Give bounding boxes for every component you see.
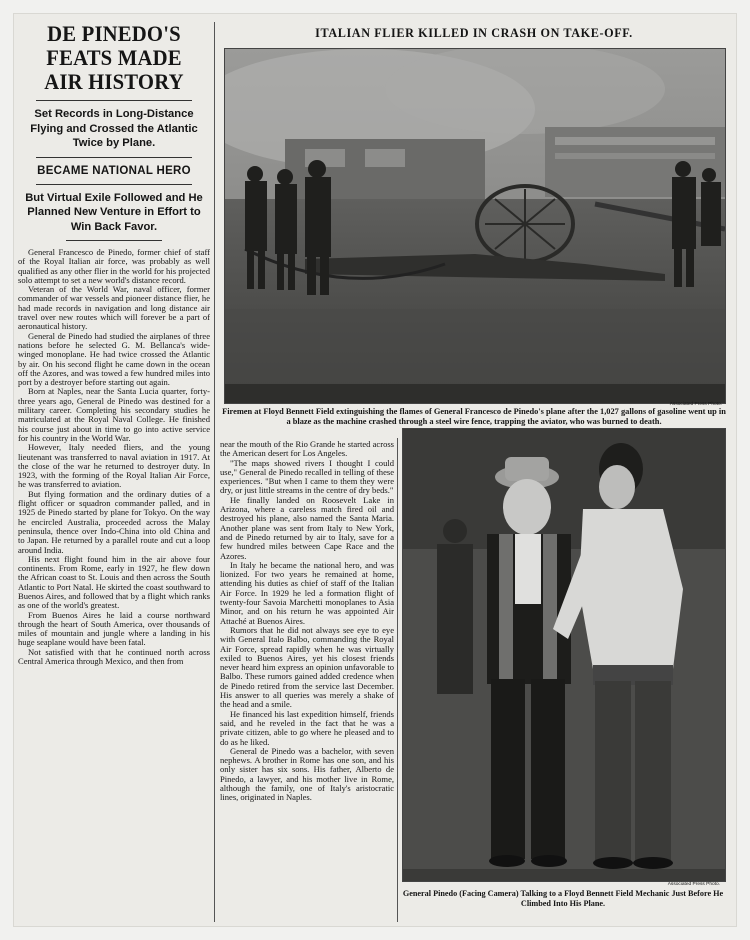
article-headline: DE PINEDO'S FEATS MADE AIR HISTORY: [44, 21, 184, 94]
crash-scene-photo: [224, 48, 726, 404]
paragraph: Born at Naples, near the Santa Lucia quarter, forty-three years ago, General de Pinedo was destined for a military career. Completing his secondary studies he matriculated at the Royal Naval College. He finished his course just about in time to go into active service for his country in the World War.: [18, 386, 210, 443]
article-deck-2: BECAME NATIONAL HERO: [37, 164, 191, 177]
photo-headline: ITALIAN FLIER KILLED IN CRASH ON TAKE-OFF.: [315, 26, 633, 40]
paragraph: From Buenos Aires he laid a course northward through the heart of South America, over thousands of miles of mountain and jungle where a landing in his huge seaplane would have been fatal.: [18, 609, 210, 648]
photo-credit: Associated Press Photo.: [669, 402, 722, 407]
article-deck-3: But Virtual Exile Followed and He Planned New Venture in Effort to Win Back Favor.: [25, 191, 203, 233]
paragraph: General de Pinedo had studied the airplanes of three nations before he selected G. M. Bellanca's wide-winged monoplane. He had twice crossed the Atlantic by air. On his second flight he came down in the ocean off the Azores, and was towed a few hundred miles into port by a destroyer before starting out again.: [18, 330, 210, 388]
crash-scene-illustration: [225, 49, 725, 403]
photo-caption: General Pinedo (Facing Camera) Talking to a Floyd Bennett Field Mechanic Just Before He Climbed Into His Plane.: [402, 889, 724, 908]
paragraph: But flying formation and the ordinary duties of a flight officer or squadron commander palled, and in 1925 de Pinedo started by plane for Tokyo. On the way he encircled Australia, proceeded across the Malay peninsula, thence over Indo-China into old China and to Japan. He returned by a parallel route and cut a loop around India.: [18, 488, 210, 555]
column-rule: [214, 22, 215, 922]
paragraph: He finally landed on Roosevelt Lake in Arizona, where a careless match fired oil and destroyed his plane, also named the Santa Maria. Another plane was sent from Italy to New York, and de Pinedo returned by air to Italy, save for a few hundred miles between Cape Race and the Azores.: [220, 494, 394, 561]
article-body-left: [18, 248, 210, 666]
paragraph: He financed his last expedition himself, friends said, and he reveled in the fact that he was a private citizen, able to go where he pleased and to do as he liked.: [220, 708, 394, 747]
divider: [36, 100, 192, 101]
paragraph: "The maps showed rivers I thought I could use," General de Pinedo recalled in telling of these experiences. "But when I came to them they were dry, or just little streams in the centre of dry beds.": [220, 457, 394, 496]
paragraph: near the mouth of the Rio Grande he started across the American desert for Los Angeles.: [220, 439, 394, 459]
paragraph: General de Pinedo was a bachelor, with seven nephews. A brother in Rome has one son, and his only sister has six sons. His father, Alberto de Pinedo, a lawyer, and his mother live in Rome, although the family, one of Italy's aristocratic lines, originated in Naples.: [220, 745, 394, 803]
article-middle-column: [220, 440, 394, 922]
photo-crash-section: [220, 22, 728, 432]
article-deck-1: Set Records in Long-Distance Flying and Crossed the Atlantic Twice by Plane.: [30, 108, 198, 149]
paragraph: Veteran of the World War, naval officer, former commander of war vessels and pioneer distance flier, he had made records in navigation and long distance air travel over new routes which will forever be a part of aeronautical history.: [18, 284, 210, 332]
pinedo-portrait-photo: [402, 428, 726, 882]
divider: [66, 240, 162, 241]
photo-credit: Associated Press Photo.: [667, 882, 720, 887]
divider: [36, 157, 192, 158]
column-rule: [397, 438, 398, 922]
photo-caption: Firemen at Floyd Bennett Field extinguishing the flames of General Francesco de Pinedo's plane after the 1,027 gallons of gasoline went up in a blaze as the machine crashed through a steel wire fence, trapping the aviator, who was burned to death.: [222, 407, 726, 426]
paragraph: In Italy he became the national hero, and was lionized. For two years he remained at home, attending his duties as chief of staff of the Italian Air Force. In 1929 he led a formation flight of twenty-four Savoia Marchetti monoplanes to Asia Minor, and on his return he was appointed Air Attaché at Buenos Aires.: [220, 559, 394, 626]
pinedo-mechanic-illustration: [403, 429, 725, 881]
article-body-middle: [220, 440, 394, 803]
paragraph: General Francesco de Pinedo, former chief of staff of the Royal Italian air force, was probably as well qualified as any other flier in the world for his projected solo attempt to set a new world's distance record.: [18, 247, 210, 285]
paragraph: However, Italy needed fliers, and the young lieutenant was transferred to naval aviation in 1917. At the close of the war he returned to destroyer duty. In 1923, with the forming of the Royal Italian Air Force, he was transferred to aviation.: [18, 442, 210, 490]
paragraph: Not satisfied with that he continued north across Central America through Mexico, and then from: [18, 646, 210, 667]
divider: [36, 184, 192, 185]
article-left-column: [18, 22, 210, 926]
paragraph: His next flight found him in the air above four continents. From Rome, early in 1927, he flew down the African coast to St. Louis and then across the South Atlantic to Port Natal. He skirted the coast southward to Buenos Aires, and followed that by a flight which ranks as one of the world's greatest.: [18, 553, 210, 611]
paragraph: Rumors that he did not always see eye to eye with General Italo Balbo, commanding the Royal Air Force, spread rapidly when he was virtually exiled to Buenos Aires, yet his closest friends never heard him express an opinion unfavorable to Balbo. These rumors gained added credence when de Pinedo retired from the service last December. His answer to all queries was merely a shake of the head and a smile.: [220, 624, 394, 710]
